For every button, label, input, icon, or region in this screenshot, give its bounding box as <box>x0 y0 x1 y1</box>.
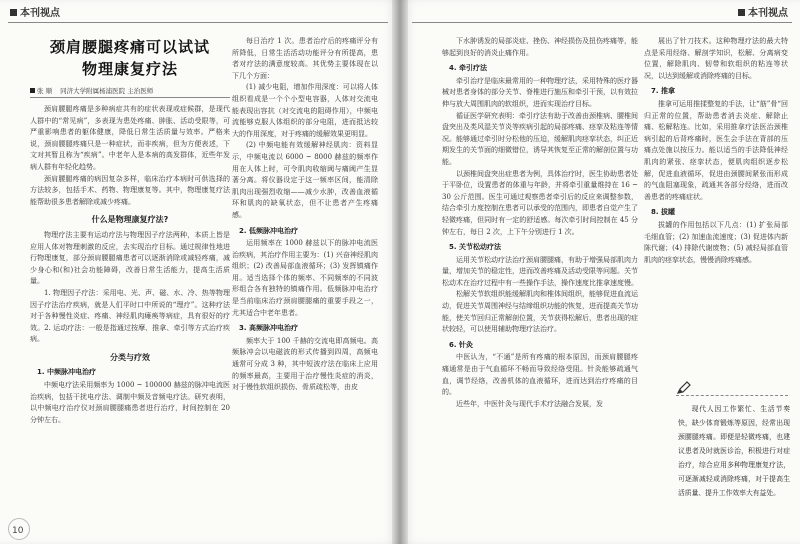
paragraph: 下水肿诱发的局部炎症、挫伤、神经损伤及扭伤疼痛等，能够起到良好的消炎止痛作用。 <box>442 37 638 57</box>
paragraph: 频率大于 100 千赫的交流电即高频电。高频脉冲会以电磁波的形式传播到四周，高频电通常可分成 3 种，其中短波疗法在临床上应用的频率最高，主要用于治疗慢性炎症的消炎，对于慢性软组织损伤、骨质疏松等，由皮 <box>232 336 378 392</box>
paragraph: 推拿可运用推揉整复的手法，让“筋”骨“回归正常的位置，帮助患者消去炎症、解除止痛、松解粘连。比如，采用推拿疗法医治颈椎病引起的后背疼痛时，医生会手法在背部的压痛点处施以按压力。能以适当的手法降低神经肌肉的紧张、痉挛状态，便肌肉组织逐步松解，促进血液循环，促进由颈腰间紧张而形成的气血阻塞现象，疏通其各部分经络，进而改善患者的疼痛症状。 <box>644 99 788 201</box>
paragraph: 牵引治疗是临床最常用的一种物理疗法，采用特殊的医疗器械对患者身体的部分关节、脊椎进行施压和牵引干预，以有效拉伸与放大周围肌肉的软组织，进而实现治疗目标。 <box>442 76 638 108</box>
paragraph: 颈肩腰腿疼痛的病因复杂多样，临床治疗本病时可供选择的方法较多，包括手术、药物、物理康复等。其中，物理康复疗法能帮助很多患者解除或减少疼痛。 <box>30 174 230 206</box>
left-column-2 <box>232 36 378 518</box>
right-column-2 <box>644 36 788 374</box>
subheading: 3. 高频脉冲电治疗 <box>239 324 298 333</box>
paragraph: (2) 中频电能有效缓解神经肌肉：资料显示，中频电流以 6000 ~ 8000 赫兹的频率作用在人体上时，可令肌肉收缩阈与痛阈产生显著分离。将仪器设定于这一频率区间，能清除肌肉出现强烈收缩——减少水肿，改善血液循环和肌肉的缺氧状态，但不让患者产生疼痛感。 <box>232 141 378 219</box>
section-heading: 什么是物理康复疗法? <box>91 215 169 225</box>
subheading: 2. 低频脉冲电治疗 <box>239 226 298 235</box>
byline-rule <box>30 97 230 98</box>
paragraph: 物理疗法主要有运动疗法与物理因子疗法两种，本质上皆是应用人体对物理刺激的反应，去实现治疗目标。通过规律性地进行物理康复，部分颈肩腰腿痛患者可以逐渐消除或减轻疼痛，减少身心和(和)社会功能障碍，改善日常生活能力，提高生活质量。 <box>30 230 230 286</box>
header-square-icon <box>10 9 17 16</box>
section-header-right: 本刊视点 <box>738 6 788 22</box>
subheading: 8. 拔罐 <box>651 208 675 217</box>
paragraph: 展出了针刀技术。这种物理疗法的最大特点是采用经络、解剖学知识，松解、分离病变位置，解除肌肉、韧带和软组织的粘连等状况，以达到缓解或消除疼痛的目标。 <box>644 37 788 80</box>
subheading: 6. 针灸 <box>449 340 473 349</box>
subheading: 1. 中频脉冲电治疗 <box>37 368 96 377</box>
paragraph: 以颈椎间盘突出症患者为例，具体治疗时，医生协助患者处于平卧位，设置患者的体重与年龄，并将牵引重量维持在 16 ~ 30 公斤范围。医生可通过观察患者牵引后的反应来调整参数，结合牵引力度控制在患者可以承受的范围内，即患者自觉产生了轻微疼痛，但同时有一定的舒适感。每次牵引时间控制在 45 分钟左右，每日 2 次，上下午分别进行 1 次。 <box>442 169 638 236</box>
paragraph: 中医认为，“不通”是所有疼痛的根本原因，而颈肩腰腿疼痛通常是由于气血循环不畅而导致经络受阻。针灸能够疏通气血，调节经络，改善机体的血液循环，进而达到治疗疼痛的目的。 <box>442 353 638 397</box>
paragraph: 中频电疗法采用频率为 1000 ~ 100000 赫兹的脉冲电流医治疾病，包括干扰电疗法、调制中频及音频电疗法。研究表明，以中频电疗治疗仪对颈肩腰腿痛患者进行治疗，时间控制在 20 分钟左右。 <box>30 381 230 424</box>
paragraph: 拔罐的作用包括以下几点：(1) 扩张局部毛细血管；(2) 加速血流速度；(3) 促进体内新陈代谢；(4) 排除代谢废物；(5) 减轻局部血管肌肉的痉挛状态，慢慢消除疼痛感。 <box>644 220 788 264</box>
paragraph: 运用频率在 1000 赫兹以下的脉冲电流医治疾病，其治疗作用主要为：(1) 兴奋神经肌肉组织；(2) 改善局部血液循环；(3) 发挥镇痛作用。适当选择个体的频率、不同频率的不同波形组合各有独特的镇痛作用。低频脉冲电治疗是当前临床治疗颈肩腰腿痛的重要手段之一，尤其适合中老年患者。 <box>232 239 378 317</box>
paragraph: 循证医学研究表明：牵引疗法有助于改善由颈椎病、腰椎间盘突出及类风湿关节炎等疾病引起的局部疼痛、痉挛及粘连等情况。能够通过牵引时分松他的压迫，缓解肌肉痉挛状态，纠正近期发生的关节面的细微错位，诱导其恢复至正常的解剖位置与功能。 <box>442 111 638 166</box>
header-square-icon <box>738 9 745 16</box>
book-gutter <box>392 0 408 544</box>
header-rule <box>412 22 792 23</box>
article-title <box>30 36 230 80</box>
paragraph: 每日治疗 1 次。患者治疗后的疼痛评分有所降低，日常生活活动功能评分有所提高，患者对疗法的满意度较高。其优势主要体现在以下几个方面： <box>232 37 378 80</box>
subheading: 7. 推拿 <box>651 87 675 96</box>
right-column-1 <box>442 36 638 532</box>
right-page <box>400 0 800 544</box>
paragraph: 松解关节软组织能缓解肌肉和椎体间组织，能够促进血流运动，促进关节周围神经与结缔组织功能的恢复，进而提高关节功能，使关节回归正常解剖位置，关节获得松解后，患者出现的症状较轻，可以使用辅助物理疗法治疗。 <box>442 290 638 334</box>
left-column-1 <box>30 104 230 514</box>
byline-square-icon <box>30 88 35 93</box>
paragraph: 运用关节松动疗法治疗颈肩腰腿痛，有助于增强局部肌肉力量，增加关节的稳定性，进而改善疼痛及活动受限等问题。关节松动术在治疗过程中有一些操作手法，操作速度比推拿速度慢。 <box>442 255 638 287</box>
title-line-2: 物理康复疗法 <box>81 60 178 78</box>
page-number: 10 <box>12 526 24 536</box>
paragraph: 1. 物理因子疗法：采用电、光、声、磁、水、冷、热等物理因子疗法治疗疾病，就是人们平时口中所说的“理疗”。这种疗法对于各种慢性炎症、疼痛、神经肌肉瘫痪等病症，具有很好的疗效。2. 运动疗法：一般是指通过按摩、推拿、牵引等方式治疗疾病。 <box>30 288 230 344</box>
author-name: 张 顺 <box>37 87 53 95</box>
section-heading: 分类与疗效 <box>110 352 150 362</box>
paragraph: 近些年，中医针灸与现代手术疗法融合发展，发 <box>456 399 603 408</box>
byline <box>30 86 230 95</box>
section-header-left: 本刊视点 <box>10 6 60 22</box>
pencil-icon <box>676 381 692 395</box>
subheading: 4. 牵引疗法 <box>449 64 487 73</box>
header-rule <box>8 22 388 23</box>
editor-note-text: 现代人因工作繁忙、生活节奏快，缺少体育锻炼等原因，经常出现颈腰腿疼痛。即便是轻微疼痛，也建议患者及时就医诊治，积极进行对症治疗，综合应用多种物理康复疗法，可逐渐减轻或消除疼痛，对于提高生活质量、提升工作效率大有益处。 <box>678 405 790 497</box>
subheading: 5. 关节松动疗法 <box>449 243 501 252</box>
paragraph: (1) 减少电阻，增加作用深度：可以将人体组织看成是一个个小型电容器，人体对交流电能表现出容抗（对交流电的阻碍作用），中频电流能够克服人体组织的部分电阻，进而抵达较大的作用深度，对于疼痛的缓解效果更明显。 <box>232 83 378 138</box>
paragraph: 颈肩腰腿疼痛是多种病症共有的症状表现或症候群，是现代人群中的“常见病”，多表现为患处疼痛、肿胀、活动受限等，可严重影响患者的躯体健康，降低日常生活质量与效率。严格来说，颈肩腰腿疼痛只是一种症状，而非疾病，但为方便表述，下文对其暂且称为“疾病”。中老年人是本病的高发群体，近些年发病人群有年轻化趋势。 <box>30 105 230 171</box>
title-line-1: 颈肩腰腿疼痛可以试试 <box>49 38 210 56</box>
author-affiliation: 同济大学附属杨浦医院 主治医师 <box>60 87 154 95</box>
